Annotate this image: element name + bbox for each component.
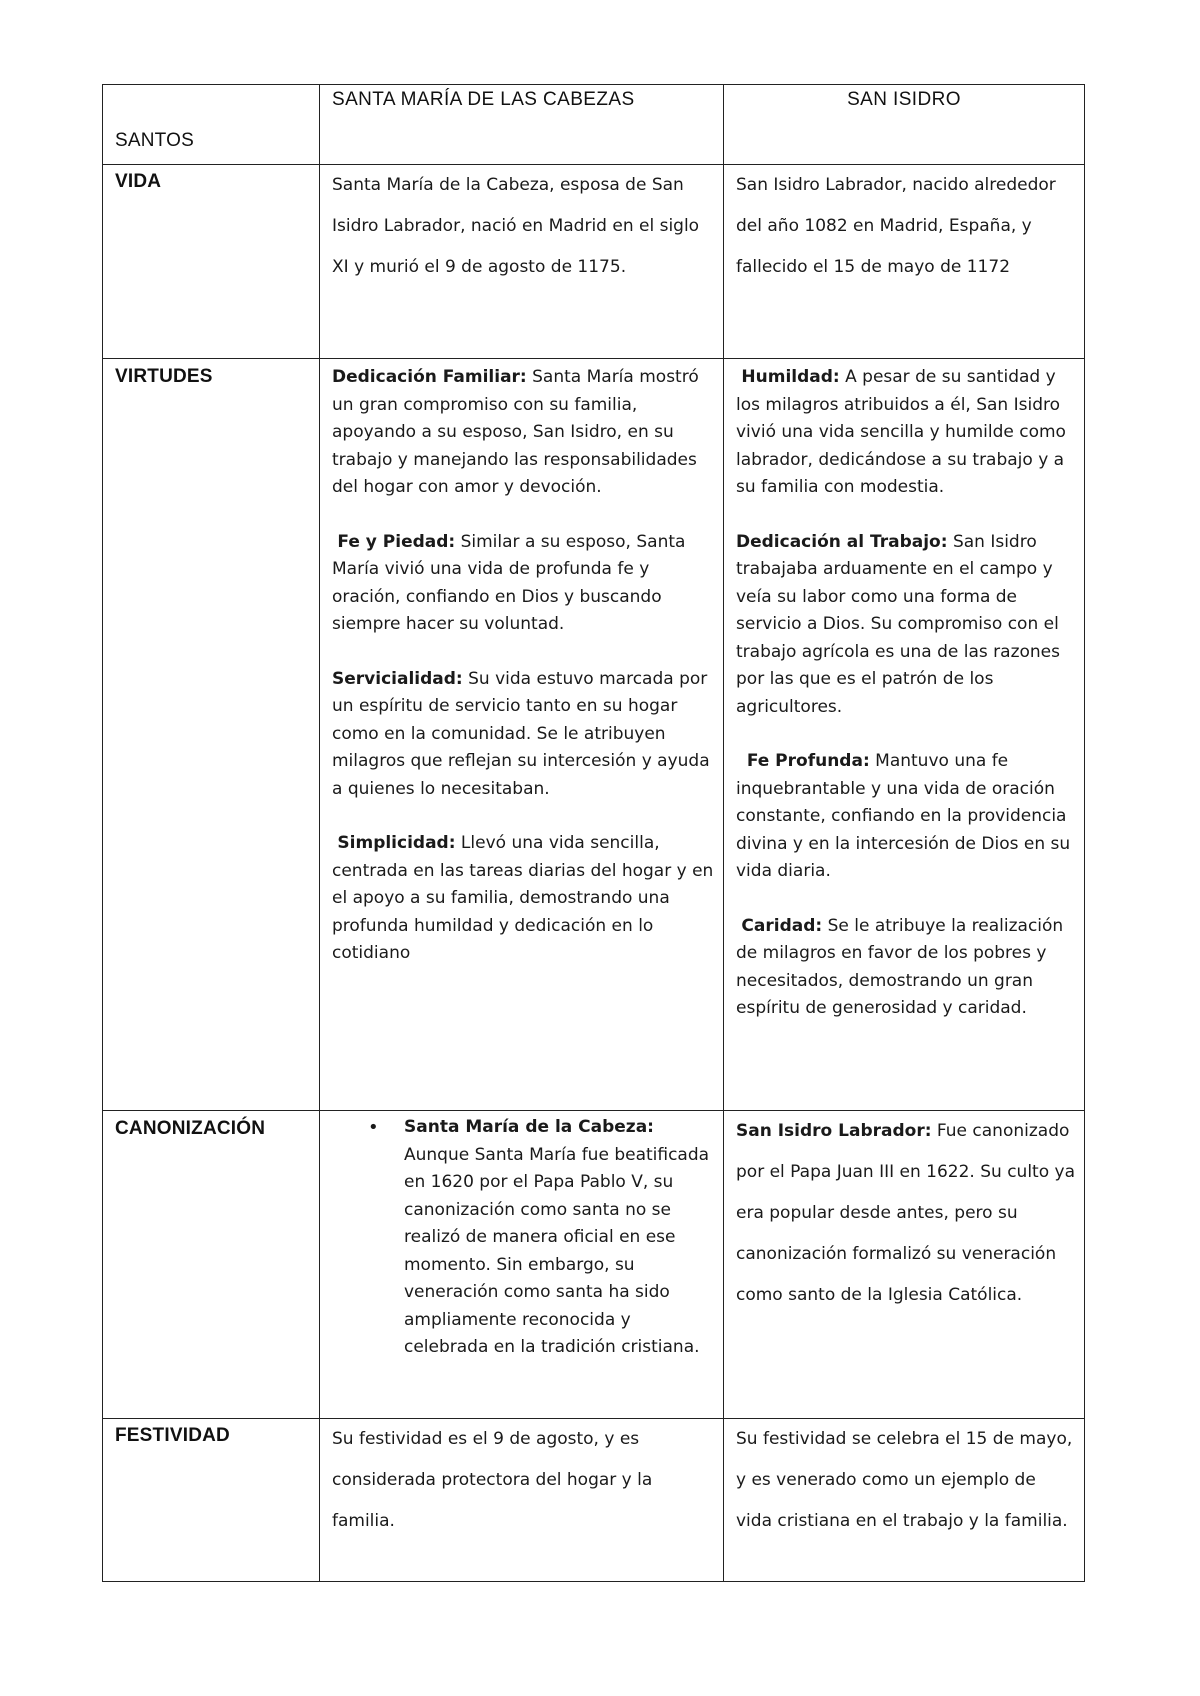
santa-maria-header-cell xyxy=(320,85,724,165)
virtue-text: Llevó una vida sencilla, centrada en las tareas diarias del hogar y en el apoyo a su familia, demostrando una profunda humildad y dedicación en lo cotidiano xyxy=(332,833,714,963)
vida-label: VIDA xyxy=(115,171,162,192)
virtue-title: Fe Profunda: xyxy=(746,751,870,771)
canonizacion-san-isidro-title: San Isidro Labrador: xyxy=(736,1121,932,1141)
san-isidro-header-cell xyxy=(724,85,1085,165)
saints-comparison-table xyxy=(102,84,1085,1582)
virtue-text: Su vida estuvo marcada por un espíritu de servicio tanto en su hogar como en la comunidad. Se le atribuyen milagros que reflejan su intercesión y ayuda a quienes lo necesitaban. xyxy=(332,668,710,799)
vida-san-isidro-text: San Isidro Labrador, nacido alrededor del año 1082 en Madrid, España, y fallecido el 15 de mayo de 1172 xyxy=(736,175,1056,277)
virtudes-row xyxy=(103,359,1085,1111)
canonizacion-santa-maria-title: Santa María de la Cabeza: xyxy=(404,1117,654,1137)
virtue-title: Dedicación Familiar: xyxy=(332,367,527,387)
virtue-text: Mantuvo una fe inquebrantable y una vida de oración constante, confiando en la providencia divina y en la intercesión de Dios en su vida diaria. xyxy=(736,751,1071,881)
virtue-paragraph xyxy=(332,364,715,502)
santos-label: SANTOS xyxy=(115,130,194,151)
virtue-text: Similar a su esposo, Santa María vivió una vida de profunda fe y oración, confiando en Dios y buscando siempre hacer su voluntad. xyxy=(332,531,686,634)
virtue-text: A pesar de su santidad y los milagros atribuidos a él, San Isidro vivió una vida sencilla y humilde como labrador, dedicándose a su trabajo y a su familia con modestia. xyxy=(736,367,1066,497)
festividad-santa-maria-text: Su festividad es el 9 de agosto, y es considerada protectora del hogar y la familia. xyxy=(332,1429,653,1531)
bullet-icon: • xyxy=(368,1117,379,1138)
virtudes-santa-maria-cell xyxy=(320,359,724,1111)
santa-maria-header: SANTA MARÍA DE LAS CABEZAS xyxy=(332,89,635,110)
festividad-santa-maria-cell xyxy=(320,1419,724,1582)
virtue-paragraph xyxy=(736,913,1076,1023)
virtue-text: San Isidro trabajaba arduamente en el campo y veía su labor como una forma de servicio a Dios. Su compromiso con el trabajo agrícola es una de las razones por las que es el patrón de los agricultores. xyxy=(736,531,1060,717)
virtue-paragraph xyxy=(332,666,715,804)
vida-row xyxy=(103,165,1085,359)
virtue-paragraph xyxy=(332,830,715,968)
festividad-san-isidro-cell xyxy=(724,1419,1085,1582)
santos-header-cell xyxy=(103,85,320,165)
virtue-title: Servicialidad: xyxy=(332,668,463,689)
virtue-title: Dedicación al Trabajo: xyxy=(736,531,948,552)
canonizacion-row xyxy=(103,1111,1085,1419)
virtue-title: Humildad: xyxy=(741,367,840,387)
virtudes-san-isidro-list xyxy=(724,359,1084,1023)
virtue-paragraph xyxy=(736,364,1076,502)
canonizacion-san-isidro-content xyxy=(724,1111,1084,1316)
canonizacion-label: CANONIZACIÓN xyxy=(115,1118,266,1139)
san-isidro-header: SAN ISIDRO xyxy=(847,89,961,110)
virtudes-label-cell xyxy=(103,359,320,1111)
vida-santa-maria-text: Santa María de la Cabeza, esposa de San Isidro Labrador, nació en Madrid en el siglo XI y murió el 9 de agosto de 1175. xyxy=(332,175,700,277)
festividad-row xyxy=(103,1419,1085,1582)
virtue-paragraph xyxy=(736,529,1076,722)
canonizacion-san-isidro-cell xyxy=(724,1111,1085,1419)
canonizacion-santa-maria-cell xyxy=(320,1111,724,1419)
vida-san-isidro-cell xyxy=(724,165,1085,359)
virtudes-santa-maria-list xyxy=(320,359,723,968)
festividad-label-cell xyxy=(103,1419,320,1582)
header-row xyxy=(103,85,1085,165)
virtue-title: Simplicidad: xyxy=(337,833,456,853)
virtudes-san-isidro-cell xyxy=(724,359,1085,1111)
vida-label-cell xyxy=(103,165,320,359)
canonizacion-san-isidro-text: Fue canonizado por el Papa Juan III en 1622. Su culto ya era popular desde antes, pero su canonización formalizó su veneración como santo de la Iglesia Católica. xyxy=(736,1121,1075,1305)
virtue-paragraph xyxy=(736,748,1076,886)
canonizacion-santa-maria-text: Aunque Santa María fue beatificada en 1620 por el Papa Pablo V, su canonización como santa no se realizó de manera oficial en ese momento. Sin embargo, su veneración como santa ha sido ampliamente reconocida y celebrada en la tradición cristiana. xyxy=(404,1144,710,1357)
festividad-san-isidro-text: Su festividad se celebra el 15 de mayo, y es venerado como un ejemplo de vida cristiana en el trabajo y la familia. xyxy=(736,1429,1073,1531)
vida-santa-maria-cell xyxy=(320,165,724,359)
virtue-title: Caridad: xyxy=(741,915,823,936)
virtue-paragraph xyxy=(332,529,715,639)
virtue-text: Se le atribuye la realización de milagros en favor de los pobres y necesitados, demostrando un gran espíritu de generosidad y caridad. xyxy=(736,915,1064,1018)
virtudes-label: VIRTUDES xyxy=(115,366,213,387)
festividad-label: FESTIVIDAD xyxy=(115,1425,230,1446)
canonizacion-label-cell xyxy=(103,1111,320,1419)
canonizacion-bullet-item xyxy=(320,1111,723,1362)
virtue-title: Fe y Piedad: xyxy=(337,531,456,552)
virtue-text: Santa María mostró un gran compromiso con su familia, apoyando a su esposo, San Isidro, en su trabajo y manejando las responsabilidades del hogar con amor y devoción. xyxy=(332,367,699,497)
